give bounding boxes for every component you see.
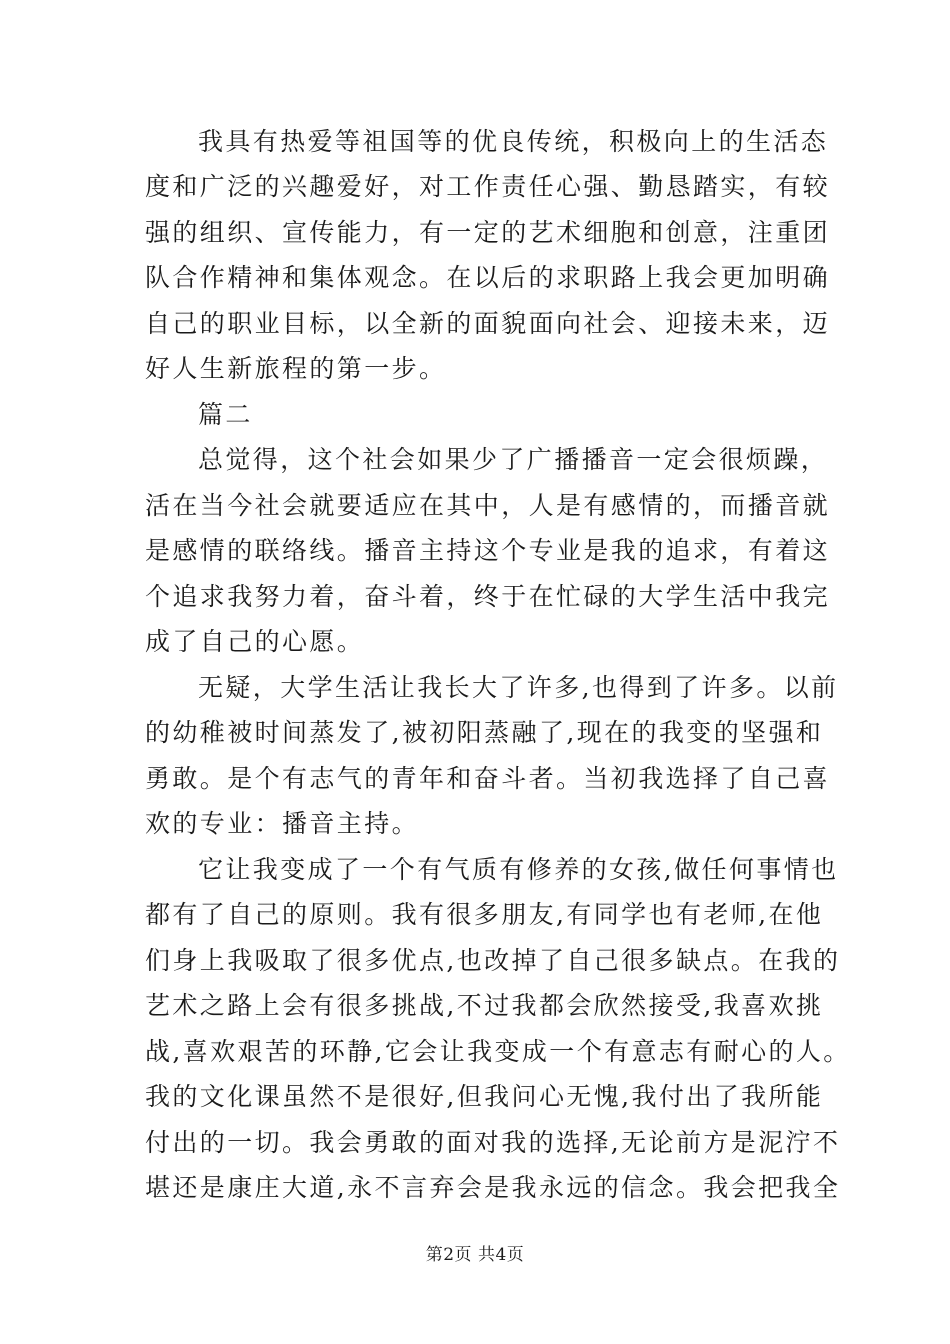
paragraph-line: 付出的一切。我会勇敢的面对我的选择,无论前方是泥泞不 [145, 1128, 841, 1157]
page-number-footer: 第2页 共4页 [425, 1245, 525, 1265]
paragraph-line: 它让我变成了一个有气质有修养的女孩,做任何事情也 [198, 855, 839, 884]
paragraph-line: 活在当今社会就要适应在其中，人是有感情的，而播音就 [145, 491, 831, 520]
paragraph-line: 们身上我吸取了很多优点,也改掉了自己很多缺点。在我的 [145, 946, 841, 975]
paragraph-line: 好人生新旅程的第一步。 [145, 354, 447, 383]
paragraph-line: 自己的职业目标，以全新的面貌面向社会、迎接未来，迈 [145, 309, 831, 338]
paragraph-line: 无疑，大学生活让我长大了许多,也得到了许多。以前 [198, 673, 839, 702]
paragraph-line: 我的文化课虽然不是很好,但我问心无愧,我付出了我所能 [145, 1082, 824, 1111]
paragraph-line: 的幼稚被时间蒸发了,被初阳蒸融了,现在的我变的坚强和 [145, 718, 824, 747]
paragraph-line: 成了自己的心愿。 [145, 627, 365, 656]
paragraph-line: 战,喜欢艰苦的环静,它会让我变成一个有意志有耐心的人。 [145, 1037, 851, 1066]
paragraph-line: 度和广泛的兴趣爱好，对工作责任心强、勤恳踏实，有较 [145, 172, 831, 201]
section-heading: 篇二 [198, 400, 253, 429]
paragraph-line: 强的组织、宣传能力，有一定的艺术细胞和创意，注重团 [145, 218, 831, 247]
paragraph-line: 勇敢。是个有志气的青年和奋斗者。当初我选择了自己喜 [145, 764, 831, 793]
paragraph-line: 堪还是康庄大道,永不言弃会是我永远的信念。我会把我全 [145, 1173, 841, 1202]
paragraph-line: 我具有热爱等祖国等的优良传统，积极向上的生活态 [198, 127, 829, 156]
paragraph-line: 总觉得，这个社会如果少了广播播音一定会很烦躁， [198, 445, 829, 474]
paragraph-line: 队合作精神和集体观念。在以后的求职路上我会更加明确 [145, 263, 831, 292]
paragraph-line: 个追求我努力着，奋斗着，终于在忙碌的大学生活中我完 [145, 582, 831, 611]
paragraph-line: 都有了自己的原则。我有很多朋友,有同学也有老师,在他 [145, 900, 824, 929]
paragraph-line: 艺术之路上会有很多挑战,不过我都会欣然接受,我喜欢挑 [145, 991, 824, 1020]
paragraph-line: 欢的专业：播音主持。 [145, 809, 420, 838]
paragraph-line: 是感情的联络线。播音主持这个专业是我的追求，有着这 [145, 536, 831, 565]
